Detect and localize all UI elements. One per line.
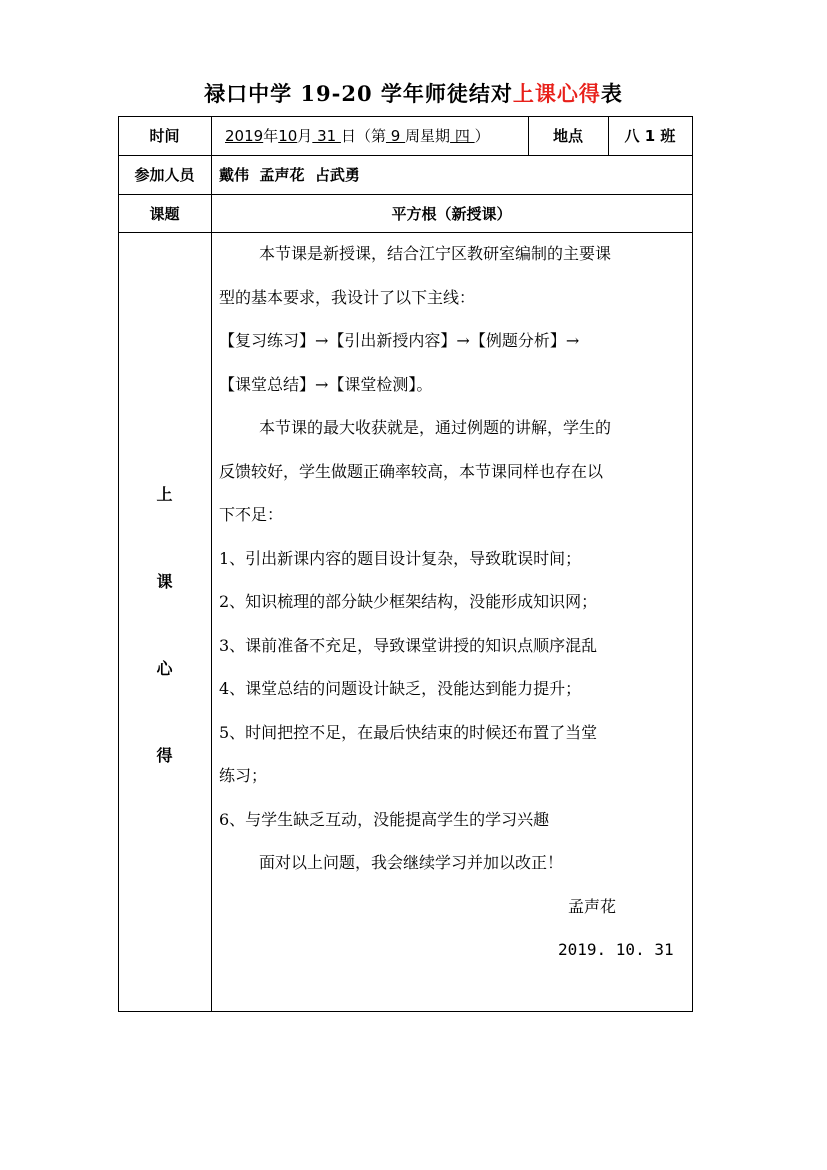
notes-vertical-label-2: 课 (156, 572, 173, 591)
notes-line-7: 下不足： (219, 505, 284, 524)
topic-value: 平方根（新授课） (391, 204, 512, 223)
notes-line-11: 4、课堂总结的问题设计缺乏，没能达到能力提升； (219, 679, 582, 698)
notes-line-13: 练习； (219, 766, 268, 785)
table-border-bottom (118, 1011, 693, 1012)
week-unit: 周星期 (405, 127, 451, 145)
notes-line-8: 1、引出新课内容的题目设计复杂，导致耽误时间； (219, 548, 582, 568)
notes-vertical-label-3: 心 (156, 659, 173, 678)
document-title (0, 78, 827, 108)
day-value: 31 (312, 126, 341, 145)
notes-line-6: 反馈较好，学生做题正确率较高，本节课同样也存在以 (219, 461, 604, 481)
time-value (225, 116, 490, 155)
signature: 孟声花 (568, 896, 617, 916)
notes-line-5: 本节课的最大收获就是，通过例题的讲解，学生的 (259, 418, 612, 437)
signature-date: 2019. 10. 31 (558, 940, 674, 959)
time-label: 时间 (149, 127, 180, 145)
notes-line-4: 【课堂总结】→【课堂检测】。 (219, 374, 433, 394)
title-suffix: 表 (600, 81, 623, 106)
record-table (118, 116, 693, 1012)
notes-line-14: 6、与学生缺乏互动，没能提高学生的学习兴趣 (219, 809, 550, 829)
month-value: 10 (278, 126, 298, 145)
time-close: ） (474, 127, 490, 145)
participants-value: 戴伟 孟声花 占武勇 (219, 166, 360, 184)
month-unit: 月 (297, 127, 313, 145)
notes-line-3: 【复习练习】→【引出新授内容】→【例题分析】→ (219, 331, 580, 350)
notes-vertical-label-1: 上 (156, 485, 173, 504)
notes-body (219, 232, 687, 972)
week-value: 9 (385, 126, 406, 145)
table-column-rule (211, 116, 212, 1012)
topic-label: 课题 (149, 204, 180, 223)
title-prefix: 禄口中学 19-20 学年师徒结对 (204, 81, 513, 106)
place-label: 地点 (552, 127, 583, 145)
year-value: 2019 (225, 126, 264, 145)
weekday-value: 四 (450, 127, 475, 145)
notes-line-2: 型的基本要求，我设计了以下主线： (219, 287, 476, 307)
day-unit: 日（第 (340, 127, 386, 145)
notes-vertical-label-4: 得 (156, 746, 173, 765)
place-value: 八 1 班 (624, 127, 676, 145)
notes-line-12: 5、时间把控不足，在最后快结束的时候还布置了当堂 (219, 722, 598, 742)
notes-line-9: 2、知识梳理的部分缺少框架结构，没能形成知识网； (219, 592, 598, 611)
participants-label: 参加人员 (134, 166, 195, 184)
title-highlight: 上课心得 (512, 81, 601, 106)
year-unit: 年 (263, 127, 279, 145)
notes-line-10: 3、课前准备不充足，导致课堂讲授的知识点顺序混乱 (219, 635, 598, 655)
notes-line-15: 面对以上问题，我会继续学习并加以改正！ (259, 853, 564, 872)
table-border-left (118, 116, 119, 1012)
notes-line-1: 本节课是新授课，结合江宁区教研室编制的主要课 (259, 244, 612, 263)
table-border-right (692, 116, 693, 1012)
